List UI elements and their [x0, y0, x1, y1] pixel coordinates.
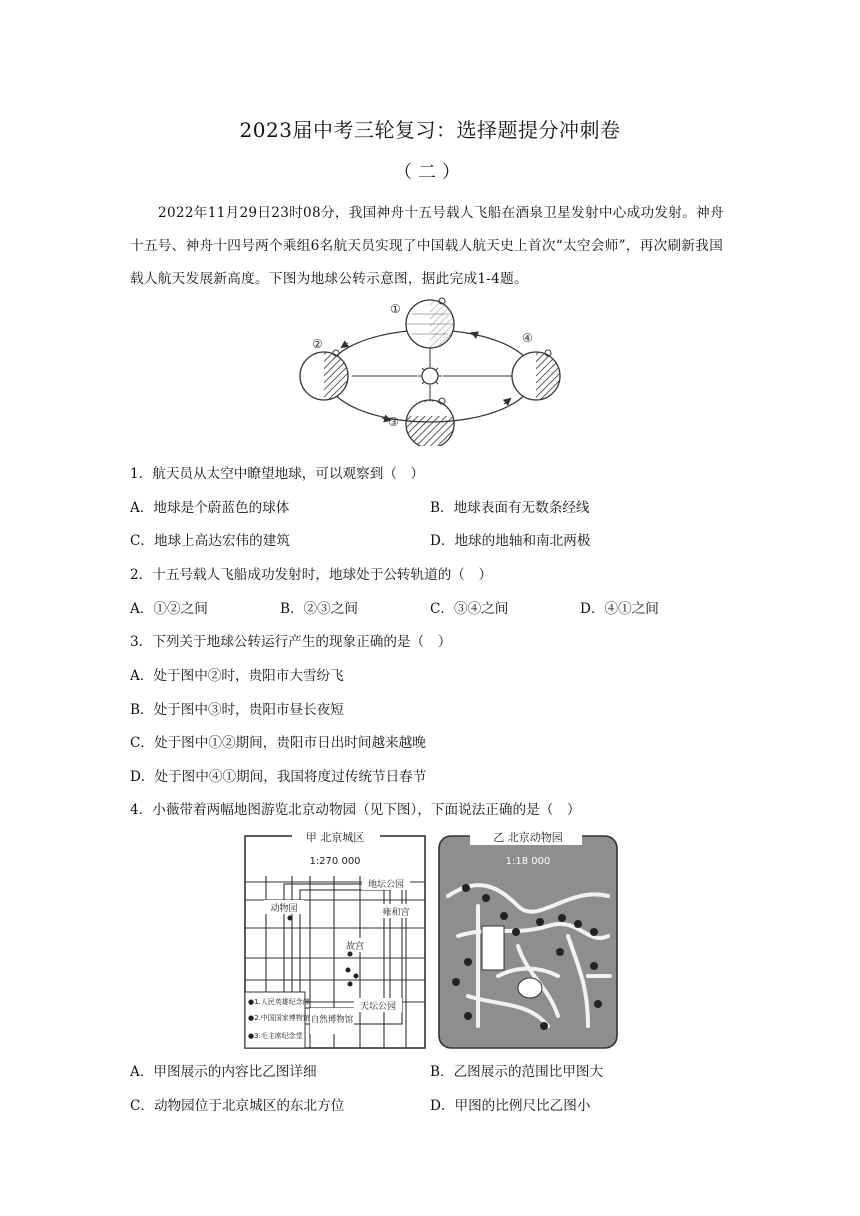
map-b-title: 乙 北京动物园 — [493, 831, 563, 844]
earth-position-1 — [406, 298, 454, 348]
question-2-option-b[interactable]: B．②③之间 — [280, 601, 358, 617]
page-subtitle: （二） — [394, 162, 466, 183]
question-1-option-b[interactable]: B．地球表面有无数条经线 — [430, 500, 590, 516]
position-label-3: ③ — [388, 415, 399, 429]
question-3-option-a[interactable]: A．处于图中②时，贵阳市大雪纷飞 — [130, 668, 344, 684]
place-label: 故宫 — [345, 942, 365, 952]
orbit-arrow — [342, 343, 348, 347]
question-4-option-a[interactable]: A．甲图展示的内容比乙图详细 — [130, 1064, 317, 1080]
position-label-2: ② — [312, 337, 323, 351]
question-4-stem: 4．小薇带着两幅地图游览北京动物园（见下图），下面说法正确的是（ ） — [130, 802, 581, 818]
place-label: 动物园 — [270, 904, 298, 914]
map-a-title: 甲 北京城区 — [305, 831, 365, 844]
question-4-option-b[interactable]: B．乙图展示的范围比甲图大 — [430, 1064, 604, 1080]
question-2-option-c[interactable]: C．③④之间 — [430, 601, 509, 617]
question-1-option-a[interactable]: A．地球是个蔚蓝色的球体 — [130, 500, 290, 516]
earth-position-3 — [406, 398, 454, 446]
map-beijing-zoo — [438, 826, 620, 1050]
question-3-option-c[interactable]: C．处于图中①②期间，贵阳市日出时间越来越晚 — [130, 735, 426, 751]
earth-revolution-diagram — [290, 296, 570, 446]
question-4-option-d[interactable]: D．甲图的比例尺比乙图小 — [430, 1098, 591, 1114]
position-label-4: ④ — [522, 331, 533, 345]
question-1-option-d[interactable]: D．地球的地轴和南北两极 — [430, 533, 591, 549]
place-label: 雍和宫 — [382, 908, 410, 918]
page-title: 2023届中考三轮复习：选择题提分冲刺卷 — [239, 118, 621, 142]
legend-item: ●3.毛主席纪念堂 — [248, 1032, 303, 1040]
question-3-option-d[interactable]: D．处于图中④①期间，我国将度过传统节日春节 — [130, 769, 427, 785]
question-2-option-d[interactable]: D．④①之间 — [580, 601, 659, 617]
place-label: 自然博物馆 — [310, 1015, 354, 1025]
position-label-1: ① — [390, 302, 401, 316]
place-label: 天坛公园 — [359, 1002, 397, 1012]
intro-paragraph: 2022年11月29日23时08分，我国神舟十五号载人飞船在酒泉卫星发射中心成功发射。神舟十五号、神舟十四号两个乘组6名航天员实现了中国载人航天史上首次“太空会师”，再次刷新我国载人航天发展新高度。下图为地球公转示意图，据此完成1-4题。 — [130, 205, 724, 287]
map-a-scale: 1:270 000 — [309, 856, 361, 867]
question-3-option-b[interactable]: B．处于图中③时，贵阳市昼长夜短 — [130, 702, 344, 718]
question-1-option-c[interactable]: C．地球上高达宏伟的建筑 — [130, 533, 290, 549]
question-4-option-c[interactable]: C．动物园位于北京城区的东北方位 — [130, 1098, 345, 1114]
place-label: 地坛公园 — [367, 880, 405, 890]
question-1-stem: 1．航天员从太空中瞭望地球，可以观察到（ ） — [130, 466, 425, 482]
earth-position-2 — [300, 350, 348, 400]
question-3-stem: 3．下列关于地球公转运行产生的现象正确的是（ ） — [130, 634, 452, 650]
legend-item: ●1.人民英雄纪念碑 — [248, 998, 310, 1006]
map-b-scale: 1:18 000 — [505, 856, 551, 867]
earth-position-4 — [512, 350, 560, 400]
sun-icon — [418, 364, 442, 388]
map-beijing-city — [244, 826, 426, 1050]
question-2-stem: 2．十五号载人飞船成功发射时，地球处于公转轨道的（ ） — [130, 567, 493, 583]
orbit-arrow — [504, 399, 510, 404]
question-2-option-a[interactable]: A．①②之间 — [130, 601, 208, 617]
legend-item: ●2.中国国家博物馆 — [248, 1014, 310, 1022]
